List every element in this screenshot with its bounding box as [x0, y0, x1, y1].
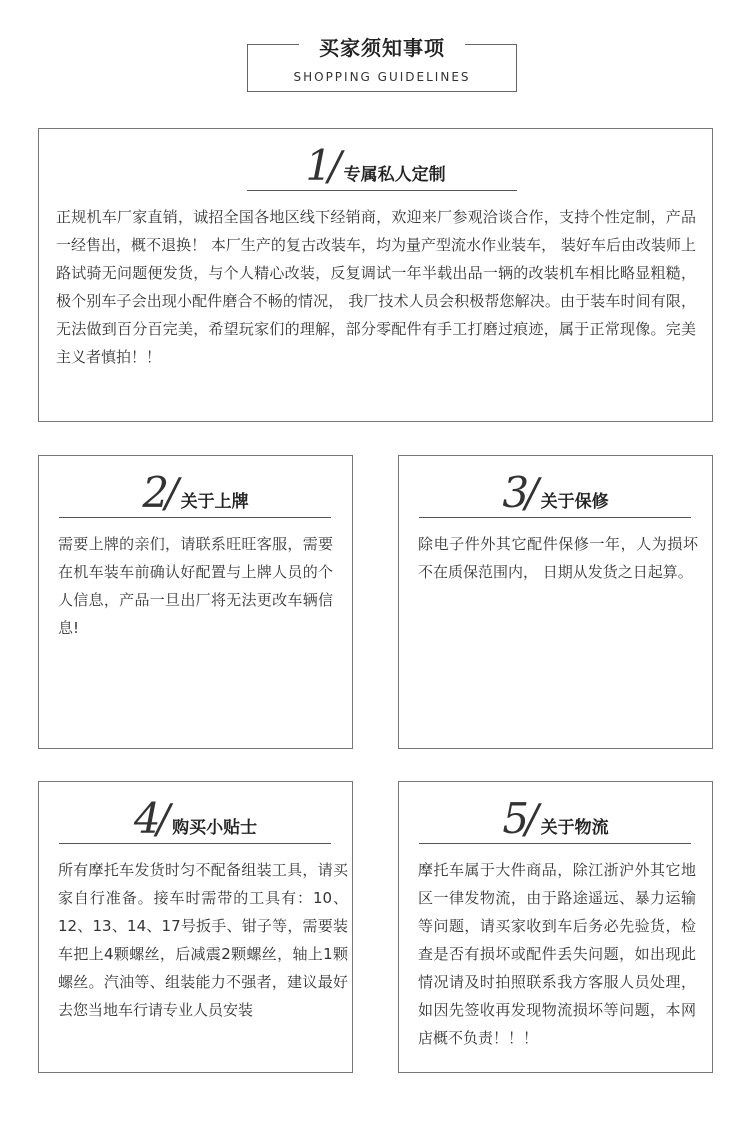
section-text: 除电子件外其它配件保修一年，人为损坏不在质保范围内， 日期从发货之日起算。	[418, 535, 698, 581]
section-heading	[39, 468, 352, 517]
section-rule	[59, 517, 331, 518]
section-rule	[247, 190, 517, 191]
slash-glyph: /	[328, 144, 342, 190]
section-registration	[38, 455, 353, 749]
section-custom-order	[38, 128, 713, 422]
page-header	[247, 36, 517, 92]
section-number: 5	[502, 794, 530, 843]
slash-glyph: /	[525, 797, 539, 843]
section-text: 所有摩托车发货时匀不配备组装工具，请买家自行准备。接车时需带的工具有：10、12、13、14、17号扳手、钳子等，需要装车把上4颗螺丝，后减震2颗螺丝，轴上1颗螺丝。汽油等、组装能力不强者，建议最好去您当地车行请专业人员安装	[58, 861, 348, 1019]
section-number: 4	[133, 794, 161, 843]
section-warranty	[398, 455, 713, 749]
section-number: 3	[502, 468, 530, 517]
section-text: 需要上牌的亲们，请联系旺旺客服，需要在机车装车前确认好配置与上牌人员的个人信息，产品一旦出厂将无法更改车辆信息!	[58, 535, 333, 637]
section-text: 正规机车厂家直销，诚招全国各地区线下经销商，欢迎来厂参观洽谈合作，支持个性定制，产品一经售出，概不退换！ 本厂生产的复古改装车，均为量产型流水作业装车， 装好车后由改装师上路试骑无问题便发货，与个人精心改装，反复调试一年半载出品一辆的改装机车相比略显粗糙，极个别车子会出现小配件磨合不畅的情况， 我厂技术人员会积极帮您解决。由于装车时间有限，无法做到百分百完美，希望玩家们的理解，部分零配件有手工打磨过痕迹，属于正常现像。完美主义者慎拍！！	[56, 208, 696, 366]
section-number: 2	[142, 468, 170, 517]
page-subtitle: SHOPPING GUIDELINES	[293, 70, 471, 84]
section-title: 专属私人定制	[343, 165, 446, 185]
section-title: 关于保修	[540, 492, 609, 512]
section-title: 关于物流	[540, 818, 609, 838]
section-heading	[39, 141, 712, 190]
section-rule	[419, 517, 691, 518]
slash-glyph: /	[165, 471, 179, 517]
section-purchase-tips	[38, 781, 353, 1073]
section-text: 摩托车属于大件商品，除江浙沪外其它地区一律发物流，由于路途遥远、暴力运输等问题，请买家收到车后务必先验货，检查是否有损坏或配件丢失问题，如出现此情况请及时拍照联系我方客服人员处理，如因先签收再发现物流损坏等问题，本网店概不负责！！！	[418, 861, 696, 1047]
section-title: 购买小贴士	[172, 818, 258, 838]
section-rule	[59, 843, 331, 844]
section-heading	[399, 794, 712, 843]
page-title: 买家须知事项	[319, 36, 445, 60]
section-heading	[399, 468, 712, 517]
section-rule	[419, 843, 691, 844]
section-logistics	[398, 781, 713, 1073]
section-title: 关于上牌	[180, 492, 249, 512]
slash-glyph: /	[156, 797, 171, 843]
section-number: 1	[305, 141, 333, 190]
slash-glyph: /	[525, 471, 539, 517]
section-heading	[39, 794, 352, 843]
